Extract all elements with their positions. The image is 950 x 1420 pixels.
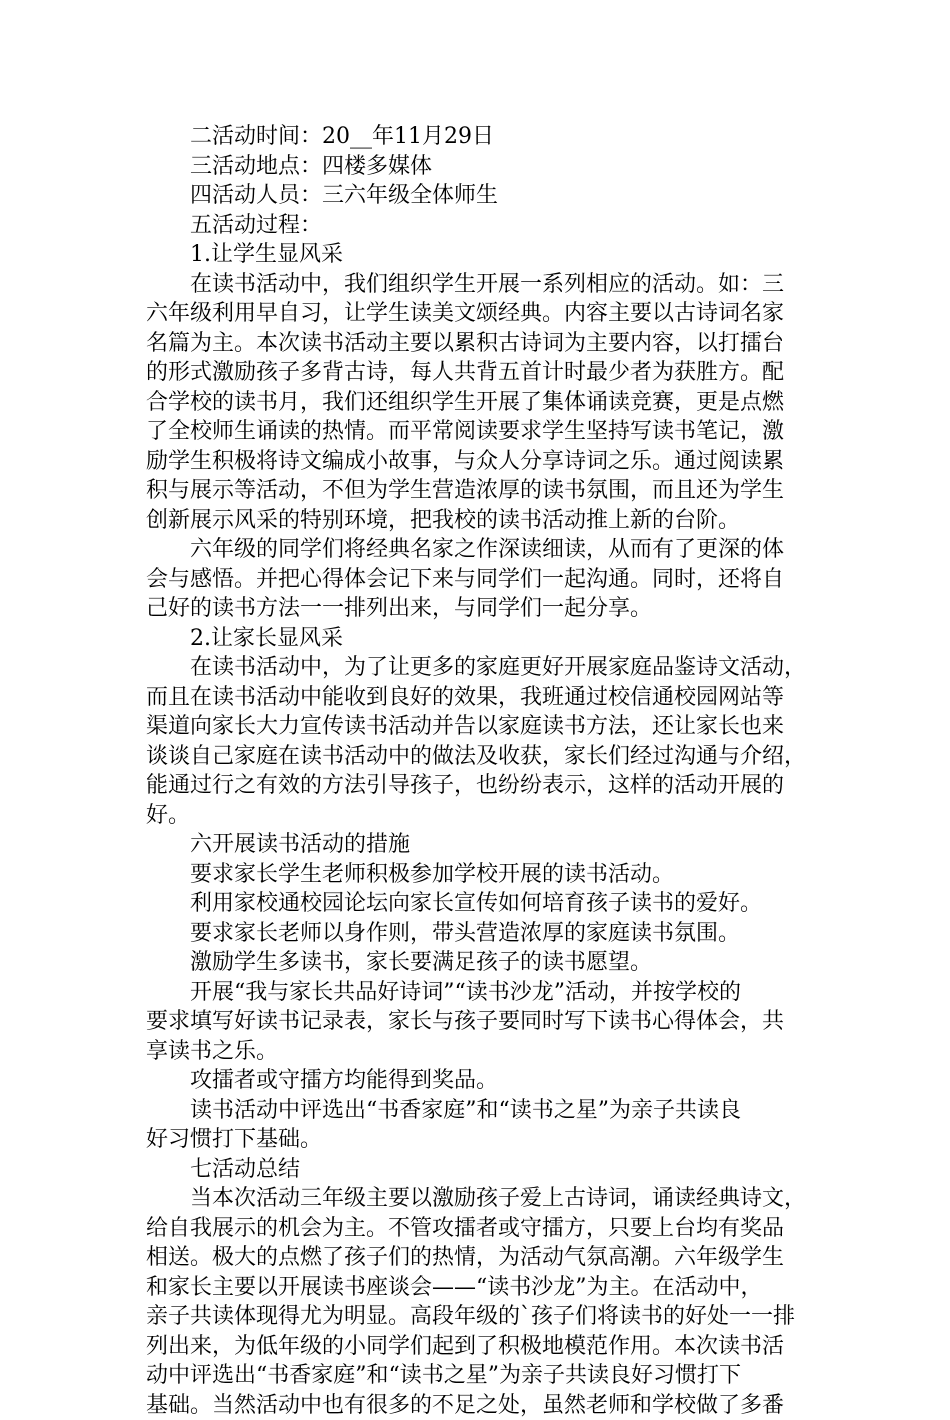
text-line: 开展“我与家长共品好诗词”“读书沙龙”活动，并按学校的	[146, 978, 810, 1008]
text-line: 享读书之乐。	[146, 1037, 810, 1067]
text-line: 六年级利用早自习，让学生读美文颂经典。内容主要以古诗词名家	[146, 299, 810, 329]
text-line: 要求家长老师以身作则，带头营造浓厚的家庭读书氛围。	[146, 919, 810, 949]
text-line: 六开展读书活动的措施	[146, 830, 810, 860]
text-line: 创新展示风采的特别环境，把我校的读书活动推上新的台阶。	[146, 506, 810, 536]
text-line: 合学校的读书月，我们还组织学生开展了集体诵读竞赛，更是点燃	[146, 388, 810, 418]
text-line: 四活动人员：三六年级全体师生	[146, 181, 810, 211]
text-line: 渠道向家长大力宣传读书活动并告以家庭读书方法，还让家长也来	[146, 712, 810, 742]
text-line: 动中评选出“书香家庭”和“读书之星”为亲子共读良好习惯打下	[146, 1361, 810, 1391]
text-line: 了全校师生诵读的热情。而平常阅读要求学生坚持写读书笔记，激	[146, 417, 810, 447]
document-body	[146, 122, 810, 1420]
text-line: 己好的读书方法一一排列出来，与同学们一起分享。	[146, 594, 810, 624]
text-line: 积与展示等活动，不但为学生营造浓厚的读书氛围，而且还为学生	[146, 476, 810, 506]
text-line: 2.让家长显风采	[146, 624, 810, 654]
text-line: 名篇为主。本次读书活动主要以累积古诗词为主要内容，以打擂台	[146, 329, 810, 359]
text-line: 会与感悟。并把心得体会记下来与同学们一起沟通。同时，还将自	[146, 565, 810, 595]
text-line: 七活动总结	[146, 1155, 810, 1185]
text-line: 相送。极大的点燃了孩子们的热情，为活动气氛高潮。六年级学生	[146, 1243, 810, 1273]
text-line: 励学生积极将诗文编成小故事，与众人分享诗词之乐。通过阅读累	[146, 447, 810, 477]
text-line: 给自我展示的机会为主。不管攻擂者或守擂方，只要上台均有奖品	[146, 1214, 810, 1244]
text-line: 二活动时间：20__年11月29日	[146, 122, 810, 152]
text-line: 三活动地点：四楼多媒体	[146, 152, 810, 182]
text-line: 读书活动中评选出“书香家庭”和“读书之星”为亲子共读良	[146, 1096, 810, 1126]
text-line: 1.让学生显风采	[146, 240, 810, 270]
text-line: 基础。当然活动中也有很多的不足之处，虽然老师和学校做了多番	[146, 1391, 810, 1420]
text-line: 六年级的同学们将经典名家之作深读细读，从而有了更深的体	[146, 535, 810, 565]
text-line: 和家长主要以开展读书座谈会——“读书沙龙”为主。在活动中，	[146, 1273, 810, 1303]
text-line: 谈谈自己家庭在读书活动中的做法及收获，家长们经过沟通与介绍，	[146, 742, 810, 772]
text-line: 好。	[146, 801, 810, 831]
text-line: 利用家校通校园论坛向家长宣传如何培育孩子读书的爱好。	[146, 889, 810, 919]
text-line: 当本次活动三年级主要以激励孩子爱上古诗词，诵读经典诗文，	[146, 1184, 810, 1214]
text-line: 要求家长学生老师积极参加学校开展的读书活动。	[146, 860, 810, 890]
text-line: 激励学生多读书，家长要满足孩子的读书愿望。	[146, 948, 810, 978]
text-line: 五活动过程：	[146, 211, 810, 241]
text-line: 要求填写好读书记录表，家长与孩子要同时写下读书心得体会，共	[146, 1007, 810, 1037]
text-line: 而且在读书活动中能收到良好的效果，我班通过校信通校园网站等	[146, 683, 810, 713]
text-line: 在读书活动中，为了让更多的家庭更好开展家庭品鉴诗文活动，	[146, 653, 810, 683]
text-line: 能通过行之有效的方法引导孩子，也纷纷表示，这样的活动开展的	[146, 771, 810, 801]
text-line: 攻擂者或守擂方均能得到奖品。	[146, 1066, 810, 1096]
text-line: 的形式激励孩子多背古诗，每人共背五首计时最少者为获胜方。配	[146, 358, 810, 388]
text-line: 好习惯打下基础。	[146, 1125, 810, 1155]
text-line: 列出来，为低年级的小同学们起到了积极地模范作用。本次读书活	[146, 1332, 810, 1362]
text-line: 在读书活动中，我们组织学生开展一系列相应的活动。如：三	[146, 270, 810, 300]
text-line: 亲子共读体现得尤为明显。高段年级的`孩子们将读书的好处一一排	[146, 1302, 810, 1332]
